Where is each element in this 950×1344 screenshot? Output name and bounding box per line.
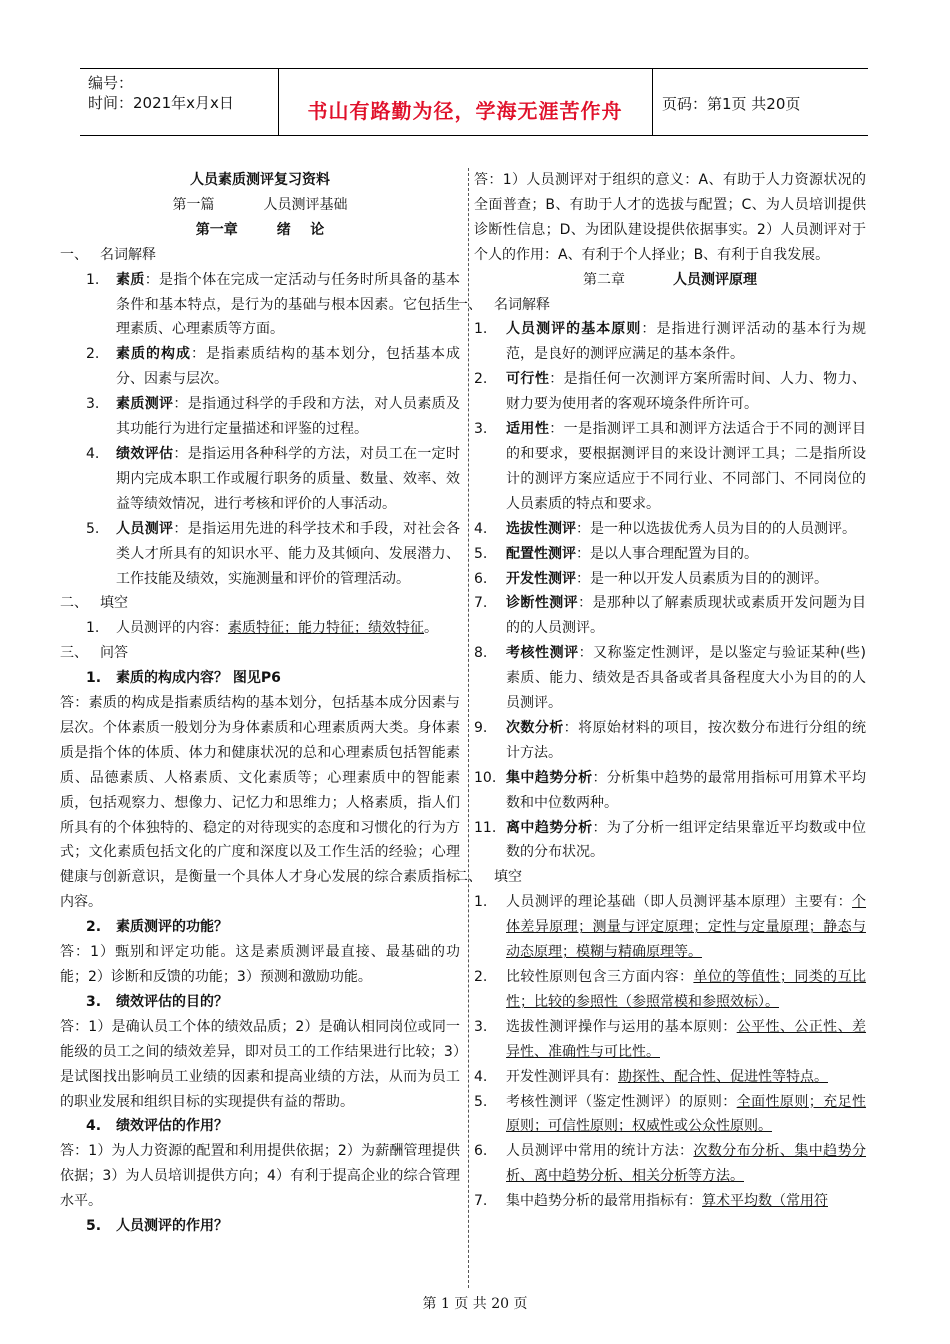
list-item: 6. 人员测评中常用的统计方法：次数分布分析、集中趋势分析、离中趋势分析、相关分析等方法。 <box>474 1143 867 1185</box>
section-heading: 二、 填空 <box>454 869 522 886</box>
list-item: 7. 集中趋势分析的最常用指标有：算术平均数（常用符 <box>474 1193 828 1210</box>
header-motto-cell <box>278 69 653 135</box>
chapter-title: 第二章 人员测评原理 <box>583 271 757 288</box>
list-item: 4. 绩效评估：是指运用各种科学的方法，对员工在一定时期内完成本职工作或履行职务的质量、数量、效率、效益等绩效情况，进行考核和评价的人事活动。 <box>86 445 461 512</box>
list-item: 3. 素质测评：是指通过科学的手段和方法，对人员素质及其功能行为进行定量描述和评鉴的过程。 <box>86 396 461 438</box>
page-number-label: 页码：第1页 共20页 <box>662 95 801 113</box>
left-column <box>60 168 460 1239</box>
page-footer: 第 1 页 共 20 页 <box>422 1296 528 1312</box>
list-item: 2. 比较性原则包含三方面内容：单位的等值性；同类的互比性；比较的参照性（参照常模和参照效标）。 <box>474 969 867 1010</box>
list-item: 1. 人员测评的内容：素质特征；能力特征；绩效特征。 <box>86 620 438 637</box>
list-item: 10. 集中趋势分析：分析集中趋势的最常用指标可用算术平均数和中位数两种。 <box>474 769 866 811</box>
chapter-title: 第一章 绪 论 <box>195 221 325 238</box>
section-heading: 二、 填空 <box>60 595 128 612</box>
section-heading: 三、 问答 <box>60 645 128 662</box>
question: 1. 素质的构成内容？ 图见P6 <box>86 670 281 687</box>
right-column <box>454 168 867 1214</box>
list-item: 6. 开发性测评：是一种以开发人员素质为目的的测评。 <box>474 570 828 587</box>
list-item: 9. 次数分析：将原始材料的项目，按次数分布进行分组的统计方法。 <box>474 719 867 761</box>
answer: 答：素质的构成是指素质结构的基本划分，包括基本成分因素与层次。个体素质一般划分为身体素质和心理素质两大类。身体素质是指个体的体质、体力和健康状况的总和心理素质包括智能素质、品德素质、人格素质、文化素质等；心理素质中的智能素质，包括观察力、想像力、记忆力和思维力；人格素质，指人们所具有的个体独特的、稳定的对待现实的态度和习惯化的行为方式；文化素质包括文化的广度和深度以及工作生活的经验；心理健康与创新意识，是衡量一个具体人才身心发展的综合素质指标内容。 <box>60 695 460 911</box>
list-item: 2. 可行性：是指任何一次测评方案所需时间、人力、物力、财力要为使用者的客观环境条件所许可。 <box>474 371 866 413</box>
column-divider <box>468 168 469 1288</box>
list-item: 1. 人员测评的理论基础（即人员测评基本原理）主要有：个体差异原理；测量与评定原理；定性与定量原理；静态与动态原理；模糊与精确原理等。 <box>474 894 866 961</box>
list-item: 5. 考核性测评（鉴定性测评）的原则：全面性原则；充足性原则；可信性原则；权威性或公众性原则。 <box>474 1093 867 1135</box>
list-item: 4. 选拔性测评：是一种以选拔优秀人员为目的的人员测评。 <box>474 520 856 537</box>
number-label: 编号： <box>88 74 134 92</box>
part-title: 第一篇 人员测评基础 <box>172 196 348 213</box>
list-item: 5. 配置性测评：是以人事合理配置为目的。 <box>474 545 758 562</box>
answer: 答：1）为人力资源的配置和利用提供依据；2）为薪酬管理提供依据；3）为人员培训提供方向；4）有利于提高企业的综合管理水平。 <box>60 1143 460 1210</box>
date-label: 时间：2021年x月x日 <box>88 94 234 112</box>
answer: 答：1）甄别和评定功能。这是素质测评最直接、最基础的功能；2）诊断和反馈的功能；3）预测和激励功能。 <box>60 944 460 985</box>
list-item: 4. 开发性测评具有：勘探性、配合性、促进性等特点。 <box>474 1068 828 1085</box>
answer: 答：1）是确认员工个体的绩效品质；2）是确认相同岗位或同一能级的员工之间的绩效差异，即对员工的工作结果进行比较；3）是试图找出影响员工业绩的因素和提高业绩的方法，从而为员工的职业发展和组织目标的实现提供有益的帮助。 <box>60 1018 460 1110</box>
question: 3. 绩效评估的目的？ <box>86 993 228 1010</box>
header-page-cell <box>652 69 868 135</box>
list-item: 1. 素质：是指个体在完成一定活动与任务时所具备的基本条件和基本特点，是行为的基础与根本因素。它包括生理素质、心理素质等方面。 <box>86 271 461 338</box>
section-heading: 一、 名词解释 <box>454 296 550 313</box>
list-item: 3. 适用性：一是指测评工具和测评方法适合于不同的测评目的和要求，要根据测评目的来设计测评工具；二是指所设计的测评方案应适应于不同行业、不同部门、不同岗位的人员素质的特点和要求。 <box>474 421 866 512</box>
page-header <box>80 68 868 136</box>
list-item: 2. 素质的构成：是指素质结构的基本划分，包括基本成分、因素与层次。 <box>86 346 460 388</box>
list-item: 1. 人员测评的基本原则：是指进行测评活动的基本行为规范，是良好的测评应满足的基本条件。 <box>474 321 867 363</box>
question: 4. 绩效评估的作用？ <box>86 1118 228 1135</box>
header-info-cell <box>80 69 279 135</box>
list-item: 5. 人员测评：是指运用先进的科学技术和手段，对社会各类人才所具有的知识水平、能力及其倾向、发展潜力、工作技能及绩效，实施测量和评价的管理活动。 <box>86 520 461 587</box>
list-item: 11. 离中趋势分析：为了分析一组评定结果靠近平均数或中位数的分布状况。 <box>474 819 866 861</box>
doc-title: 人员素质测评复习资料 <box>190 172 330 188</box>
motto: 书山有路勤为径，学海无涯苦作舟 <box>307 99 623 123</box>
answer: 答：1）人员测评对于组织的意义：A、有助于人力资源状况的全面普查；B、有助于人才的选拔与配置；C、为人员培训提供诊断性信息；D、为团队建设提供依据事实。2）人员测评对于个人的作用：A、有利于个人择业；B、有利于自我发展。 <box>474 172 866 263</box>
question: 5. 人员测评的作用？ <box>86 1218 228 1235</box>
question: 2. 素质测评的功能？ <box>86 919 228 936</box>
list-item: 8. 考核性测评：又称鉴定性测评，是以鉴定与验证某种(些)素质、能力、绩效是否具备或者具备程度大小为目的的人员测评。 <box>474 645 866 712</box>
section-heading: 一、 名词解释 <box>60 246 156 263</box>
list-item: 3. 选拔性测评操作与运用的基本原则：公平性、公正性、差异性、准确性与可比性。 <box>474 1018 867 1060</box>
list-item: 7. 诊断性测评：是那种以了解素质现状或素质开发问题为目的的人员测评。 <box>474 595 867 637</box>
